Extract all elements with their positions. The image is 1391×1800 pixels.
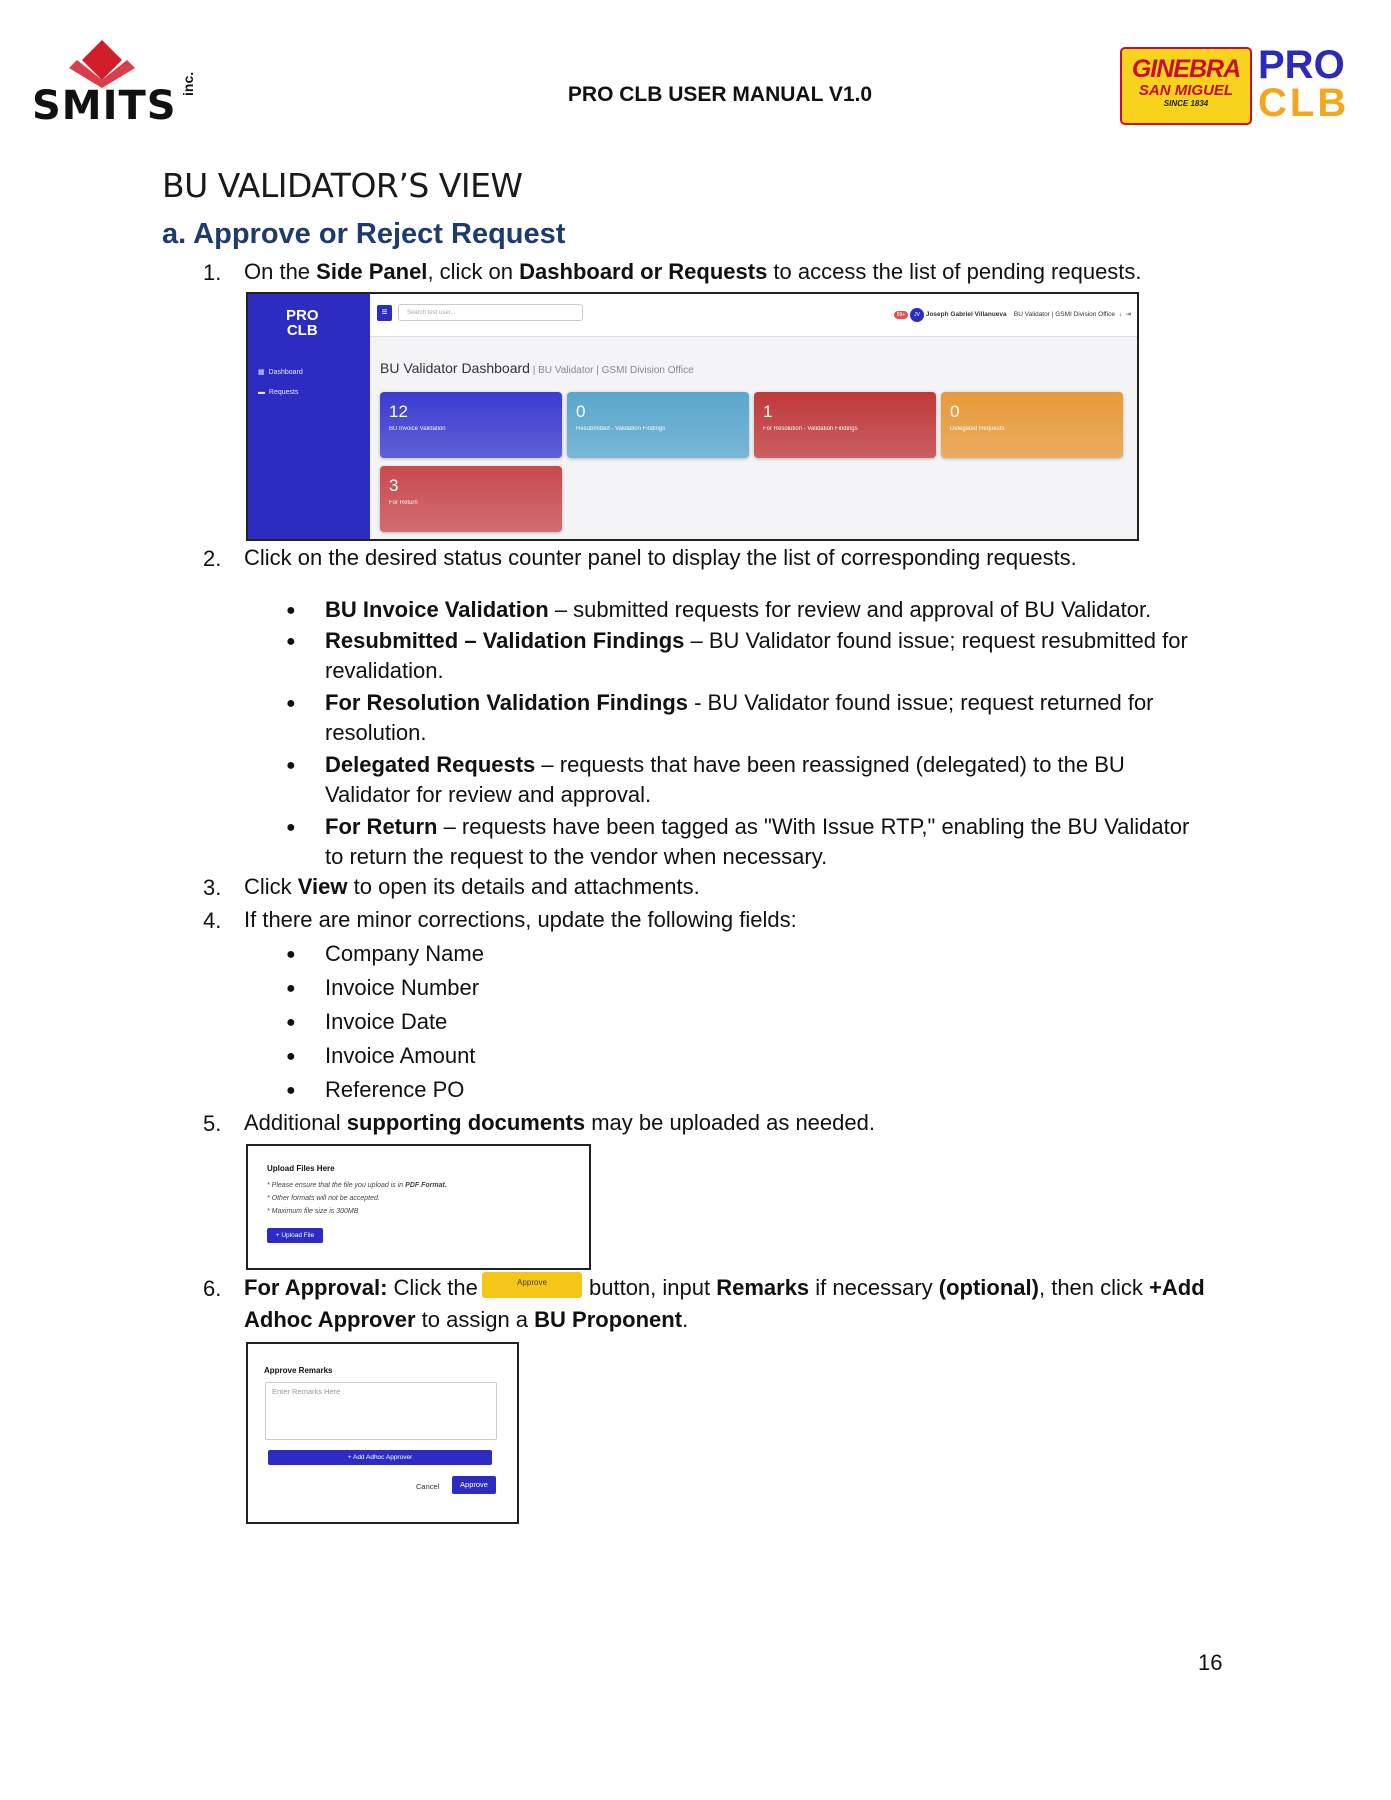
field-item: Invoice Date xyxy=(325,1009,448,1034)
upload-title: Upload Files Here xyxy=(267,1164,335,1173)
top-bar xyxy=(370,294,1137,337)
approve-remarks-screenshot xyxy=(246,1342,519,1524)
status-bullet-2-cont: revalidation. xyxy=(325,658,444,683)
step-1-post: to access the list of pending requests. xyxy=(767,259,1142,284)
step-5-number: 5. xyxy=(203,1111,222,1136)
step-5-text xyxy=(244,1108,875,1138)
card-value: 12 xyxy=(389,402,408,421)
status-desc: - BU Validator found issue; request returned for xyxy=(688,690,1154,715)
step-6-text-a: For Approval: Click the xyxy=(244,1275,478,1300)
bullet-icon: ● xyxy=(286,819,296,836)
avatar[interactable]: JV xyxy=(910,308,924,322)
dashboard-title xyxy=(380,360,694,376)
card-label: Resubmitted - Validation Findings xyxy=(576,426,666,432)
smits-diamond-icon xyxy=(67,38,137,88)
upload-note-2: * Other formats will not be accepted. xyxy=(267,1195,380,1202)
bullet-icon: ● xyxy=(286,980,296,997)
field-item: Invoice Number xyxy=(325,975,480,1000)
dashboard-subtitle: | BU Validator | GSMI Division Office xyxy=(529,365,694,376)
step-5-bold: supporting documents xyxy=(346,1110,586,1135)
step-6-number: 6. xyxy=(203,1276,222,1301)
bullet-icon: ● xyxy=(286,1082,296,1099)
sidebar-brand-line2: CLB xyxy=(286,322,318,339)
subsection-title: a. Approve or Reject Request xyxy=(162,218,566,250)
proclb-logo-line2: CLB xyxy=(1258,81,1350,125)
status-bullet-2 xyxy=(325,626,1188,656)
status-desc: – submitted requests for review and approval of BU Validator. xyxy=(548,597,1152,622)
side-panel xyxy=(248,294,370,539)
user-role: BU Validator | GSMI Division Office xyxy=(1013,311,1116,318)
card-value: 0 xyxy=(576,402,586,421)
status-term: Delegated Requests xyxy=(325,752,536,777)
notification-badge[interactable]: 99+ xyxy=(894,311,908,319)
status-bullet-5-cont: to return the request to the vendor when necessary. xyxy=(325,844,828,869)
status-desc: – BU Validator found issue; request resubmitted for xyxy=(684,628,1188,653)
approve-button[interactable]: Approve xyxy=(452,1476,496,1494)
proclb-logo xyxy=(1258,43,1350,125)
step-3-pre: Click xyxy=(244,874,298,899)
status-term: BU Invoice Validation xyxy=(325,597,549,622)
step-2-number: 2. xyxy=(203,546,222,571)
status-term: Resubmitted – Validation Findings xyxy=(325,628,685,653)
user-name: Joseph Gabriel Villanueva xyxy=(925,311,1007,318)
status-card-resubmitted[interactable] xyxy=(567,392,749,458)
card-label: For Return xyxy=(389,500,418,506)
logout-icon[interactable]: ⇥ xyxy=(1125,311,1131,318)
brand-logos xyxy=(1120,44,1370,134)
bullet-icon: ● xyxy=(286,946,296,963)
dashboard-title-text: BU Validator Dashboard xyxy=(380,360,530,376)
folder-icon: ▬ xyxy=(258,389,265,396)
sidebar-brand xyxy=(286,308,319,338)
card-value: 1 xyxy=(763,402,773,421)
step-6-bold-approval: For Approval: xyxy=(244,1275,388,1300)
status-card-for-return[interactable] xyxy=(380,466,562,532)
step-5-pre: Additional xyxy=(244,1110,347,1135)
ginebra-line1: GINEBRA xyxy=(1131,55,1241,83)
upload-note-1: * Please ensure that the file you upload is in PDF Format. xyxy=(267,1182,447,1189)
status-card-for-resolution[interactable] xyxy=(754,392,936,458)
step-1-number: 1. xyxy=(203,260,222,285)
step-3-post: to open its details and attachments. xyxy=(347,874,700,899)
sidebar-item-requests[interactable] xyxy=(258,389,298,396)
status-bullet-3 xyxy=(325,688,1154,718)
status-bullet-4 xyxy=(325,750,1125,780)
step-1-bold-dashboard: Dashboard or Requests xyxy=(519,259,768,284)
card-label: For Resolution - Validation Findings xyxy=(763,426,858,432)
status-desc: – requests have been tagged as "With Issue RTP," enabling the BU Validator xyxy=(437,814,1190,839)
bullet-icon: ● xyxy=(286,757,296,774)
dashboard-screenshot xyxy=(246,292,1139,541)
bullet-icon: ● xyxy=(286,1048,296,1065)
step-6-text-c: Adhoc Approver to assign a BU Proponent. xyxy=(244,1307,689,1332)
status-term: For Resolution Validation Findings xyxy=(325,690,688,715)
status-bullet-1 xyxy=(325,595,1151,625)
smits-logo-text: SMITS xyxy=(32,83,177,129)
ginebra-line3: SINCE 1834 xyxy=(1163,99,1209,108)
card-value: 3 xyxy=(389,476,399,495)
search-input[interactable]: Search test user... xyxy=(398,304,583,321)
step-1-bold-side-panel: Side Panel xyxy=(316,259,428,284)
step-2-text: Click on the desired status counter panel to display the list of corresponding requests. xyxy=(244,545,1077,570)
field-item: Invoice Amount xyxy=(325,1043,476,1068)
step-4-text: If there are minor corrections, update the following fields: xyxy=(244,907,797,932)
status-desc: – requests that have been reassigned (delegated) to the BU xyxy=(535,752,1125,777)
card-label: BU Invoice Validation xyxy=(389,426,446,432)
upload-file-button[interactable]: + Upload File xyxy=(267,1228,323,1243)
upload-note-3: * Maximum file size is 300MB xyxy=(267,1208,359,1215)
section-title: BU VALIDATOR’S VIEW xyxy=(162,166,523,205)
dashboard-icon: ▦ xyxy=(258,369,265,376)
card-value: 0 xyxy=(950,402,960,421)
status-bullet-3-cont: resolution. xyxy=(325,720,427,745)
step-3-text xyxy=(244,872,700,902)
status-bullet-5 xyxy=(325,812,1189,842)
step-6-text-b: button, input Remarks if necessary (optional), then click +Add xyxy=(589,1275,1205,1300)
sidebar-item-dashboard[interactable] xyxy=(258,368,303,376)
step-3-number: 3. xyxy=(203,875,222,900)
step-1-text xyxy=(244,257,1142,287)
field-item: Company Name xyxy=(325,941,484,966)
proclb-logo-line1: PRO xyxy=(1258,43,1345,87)
upload-files-screenshot xyxy=(246,1144,591,1270)
step-5-post: may be uploaded as needed. xyxy=(585,1110,875,1135)
card-label: Delegated Requests xyxy=(950,426,1005,432)
approve-button-inline[interactable]: Approve xyxy=(482,1272,582,1298)
cancel-button[interactable]: Cancel xyxy=(416,1482,440,1491)
field-item: Reference PO xyxy=(325,1077,465,1102)
bullet-icon: ● xyxy=(286,1014,296,1031)
status-card-bu-invoice-validation[interactable] xyxy=(380,392,562,458)
chevron-down-icon[interactable]: ↓ xyxy=(1118,311,1122,318)
status-term: For Return xyxy=(325,814,438,839)
sidebar-item-dashboard-label: Dashboard xyxy=(268,369,303,376)
page-number: 16 xyxy=(1198,1650,1223,1675)
ginebra-line2: SAN MIGUEL xyxy=(1138,82,1234,99)
bullet-icon: ● xyxy=(286,602,296,619)
status-card-delegated[interactable] xyxy=(941,392,1123,458)
sidebar-item-requests-label: Requests xyxy=(268,389,299,396)
menu-toggle-button[interactable]: ≡ xyxy=(377,305,392,321)
approve-remarks-title: Approve Remarks xyxy=(264,1366,333,1375)
add-adhoc-approver-button[interactable]: + Add Adhoc Approver xyxy=(268,1450,492,1465)
smits-logo-suffix: inc. xyxy=(180,71,196,96)
step-1-pre: On the xyxy=(244,259,317,284)
status-bullet-4-cont: Validator for review and approval. xyxy=(325,782,652,807)
ginebra-logo xyxy=(1120,47,1252,125)
step-4-number: 4. xyxy=(203,908,222,933)
sidebar-brand-line1: PRO xyxy=(286,307,319,324)
bullet-icon: ● xyxy=(286,695,296,712)
bullet-icon: ● xyxy=(286,633,296,650)
user-info xyxy=(894,308,1131,322)
step-3-bold-view: View xyxy=(297,874,348,899)
remarks-textarea[interactable]: Enter Remarks Here xyxy=(265,1382,497,1440)
step-1-mid: , click on xyxy=(427,259,520,284)
document-title: PRO CLB USER MANUAL V1.0 xyxy=(567,83,873,106)
